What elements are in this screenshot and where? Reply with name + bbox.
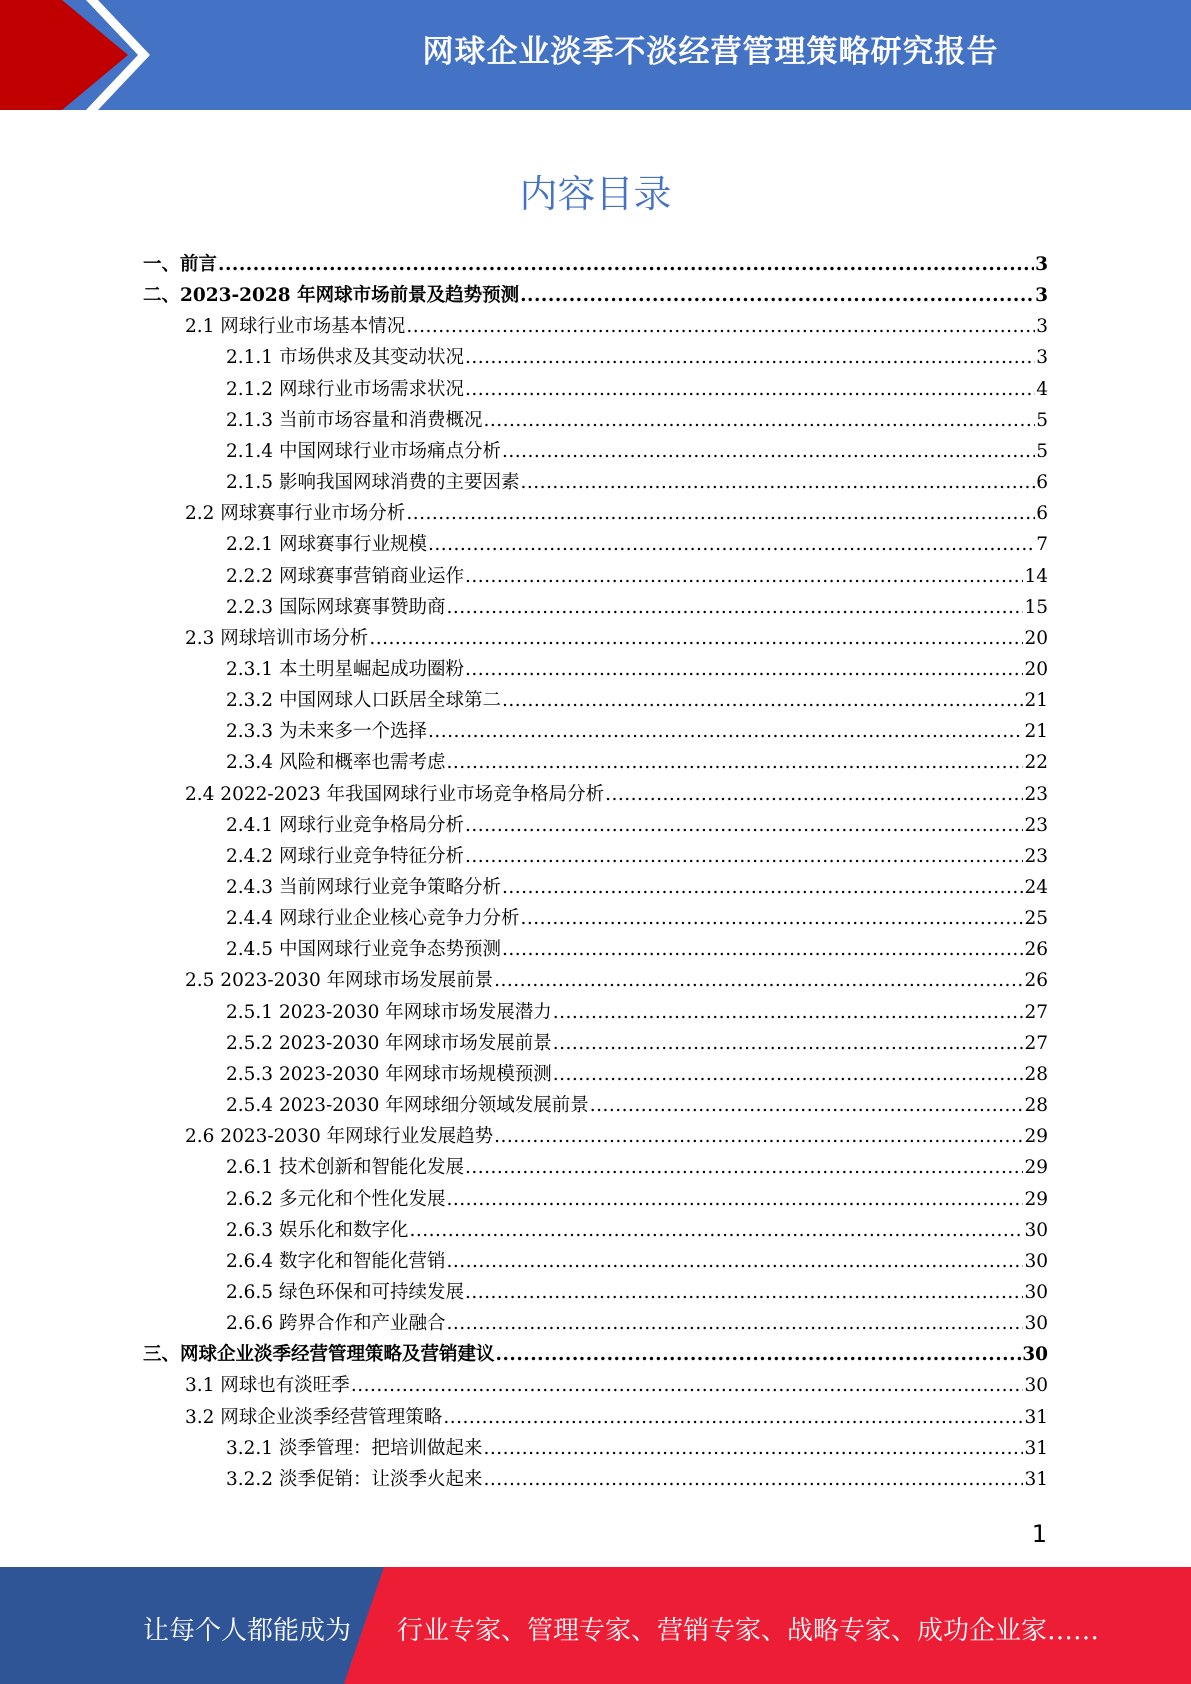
toc-entry-page: 30 bbox=[1024, 1313, 1048, 1335]
toc-entry-page: 24 bbox=[1024, 877, 1048, 898]
toc-entry-title: 2.1.4 中国网球行业市场痛点分析 bbox=[226, 440, 501, 462]
toc-entry[interactable] bbox=[226, 1031, 1048, 1057]
toc-entry-title: 2.1.3 当前市场容量和消费概况 bbox=[226, 409, 483, 431]
toc-dot-leader bbox=[465, 345, 1035, 371]
toc-entry[interactable] bbox=[185, 782, 1048, 808]
toc-entry[interactable] bbox=[185, 968, 1048, 994]
toc-entry[interactable] bbox=[143, 252, 1048, 278]
report-title: 网球企业淡季不淡经营管理策略研究报告 bbox=[422, 34, 999, 70]
toc-dot-leader bbox=[446, 1187, 1023, 1213]
toc-entry-page: 6 bbox=[1036, 472, 1048, 494]
toc-dot-leader bbox=[406, 314, 1035, 340]
toc-dot-leader bbox=[406, 501, 1035, 527]
toc-entry-page: 25 bbox=[1024, 908, 1048, 930]
toc-entry-page: 30 bbox=[1022, 1344, 1048, 1366]
toc-dot-leader bbox=[465, 564, 1023, 590]
toc-dot-leader bbox=[553, 1031, 1024, 1057]
toc-dot-leader bbox=[465, 657, 1023, 683]
toc-dot-leader bbox=[428, 719, 1023, 745]
toc-entry-page: 22 bbox=[1024, 752, 1048, 774]
toc-dot-leader bbox=[496, 1342, 1022, 1368]
toc-entry-title: 2.2.2 网球赛事营销商业运作 bbox=[226, 565, 464, 587]
toc-entry[interactable] bbox=[185, 1373, 1048, 1399]
toc-heading: 内容目录 bbox=[519, 172, 672, 216]
toc-entry-title: 2.5.2 2023-2030 年网球市场发展前景 bbox=[226, 1032, 552, 1054]
toc-entry[interactable] bbox=[226, 875, 1048, 901]
toc-dot-leader bbox=[502, 937, 1023, 963]
toc-entry-title: 2.4.3 当前网球行业竞争策略分析 bbox=[226, 877, 501, 898]
toc-dot-leader bbox=[218, 252, 1034, 278]
toc-entry-title: 2.2 网球赛事行业市场分析 bbox=[185, 503, 406, 525]
toc-entry[interactable] bbox=[185, 314, 1048, 340]
toc-entry-page: 26 bbox=[1024, 970, 1048, 992]
toc-dot-leader bbox=[446, 1311, 1023, 1337]
chevron-arrow-icon bbox=[0, 0, 160, 110]
toc-entry[interactable] bbox=[226, 937, 1048, 963]
toc-entry-page: 20 bbox=[1024, 627, 1048, 649]
toc-entry-page: 14 bbox=[1024, 565, 1048, 587]
toc-entry-title: 2.1.1 市场供求及其变动状况 bbox=[226, 347, 464, 369]
toc-entry-page: 3 bbox=[1036, 347, 1048, 369]
toc-entry-page: 15 bbox=[1024, 596, 1048, 618]
toc-entry-page: 20 bbox=[1024, 658, 1048, 680]
footer-slogan: 让每个人都能成为 bbox=[143, 1616, 352, 1646]
toc-entry-page: 30 bbox=[1024, 1375, 1048, 1397]
toc-entry[interactable] bbox=[226, 1311, 1048, 1337]
toc-entry-page: 3 bbox=[1035, 254, 1048, 275]
toc-entry-title: 二、2023-2028 年网球市场前景及趋势预测 bbox=[143, 285, 520, 307]
toc-entry-title: 2.6.5 绿色环保和可持续发展 bbox=[226, 1281, 464, 1303]
toc-entry-title: 2.1.2 网球行业市场需求状况 bbox=[226, 378, 464, 400]
toc-entry-title: 2.4 2022-2023 年我国网球行业市场竞争格局分析 bbox=[185, 783, 605, 805]
toc-entry[interactable] bbox=[226, 532, 1048, 558]
toc-entry-title: 3.1 网球也有淡旺季 bbox=[185, 1375, 350, 1397]
toc-entry-page: 31 bbox=[1024, 1468, 1048, 1490]
toc-dot-leader bbox=[553, 1000, 1024, 1026]
toc-entry-title: 2.6.3 娱乐化和数字化 bbox=[226, 1219, 409, 1241]
toc-dot-leader bbox=[520, 283, 1034, 309]
toc-entry-page: 26 bbox=[1024, 939, 1048, 961]
toc-entry[interactable] bbox=[226, 1218, 1048, 1244]
toc-entry-page: 21 bbox=[1024, 721, 1048, 743]
toc-entry-page: 5 bbox=[1036, 409, 1048, 431]
toc-dot-leader bbox=[520, 470, 1035, 496]
toc-entry-title: 2.5.4 2023-2030 年网球细分领域发展前景 bbox=[226, 1095, 589, 1117]
toc-entry-page: 23 bbox=[1024, 845, 1048, 867]
toc-dot-leader bbox=[369, 626, 1023, 652]
toc-entry-title: 3.2.1 淡季管理：把培训做起来 bbox=[226, 1437, 483, 1459]
toc-entry-title: 3.2.2 淡季促销：让淡季火起来 bbox=[226, 1468, 483, 1490]
toc-entry[interactable] bbox=[226, 408, 1048, 434]
toc-dot-leader bbox=[465, 1280, 1023, 1306]
toc-entry[interactable] bbox=[226, 1093, 1048, 1119]
toc-entry-page: 29 bbox=[1024, 1157, 1048, 1179]
toc-entry-title: 2.4.1 网球行业竞争格局分析 bbox=[226, 814, 464, 836]
footer-tagline: 行业专家、管理专家、营销专家、战略专家、成功企业家…… bbox=[397, 1616, 1100, 1646]
toc-entry-title: 2.3 网球培训市场分析 bbox=[185, 627, 369, 649]
toc-entry[interactable] bbox=[226, 1062, 1048, 1088]
toc-entry[interactable] bbox=[185, 501, 1048, 527]
toc-dot-leader bbox=[465, 813, 1023, 839]
toc-dot-leader bbox=[351, 1373, 1024, 1399]
toc-entry-title: 2.5 2023-2030 年网球市场发展前景 bbox=[185, 970, 494, 992]
page-number: 1 bbox=[1031, 1520, 1047, 1548]
toc-entry-title: 2.3.3 为未来多一个选择 bbox=[226, 721, 427, 743]
toc-entry[interactable] bbox=[185, 626, 1048, 652]
toc-entry[interactable] bbox=[226, 844, 1048, 870]
toc-entry[interactable] bbox=[226, 439, 1048, 465]
toc-entry[interactable] bbox=[226, 595, 1048, 621]
toc-entry-page: 30 bbox=[1024, 1219, 1048, 1241]
toc-entry[interactable] bbox=[226, 470, 1048, 496]
toc-dot-leader bbox=[446, 1249, 1023, 1275]
toc-entry-title: 3.2 网球企业淡季经营管理策略 bbox=[185, 1406, 443, 1428]
toc-entry[interactable] bbox=[143, 1342, 1048, 1368]
toc-entry-page: 7 bbox=[1036, 534, 1048, 556]
toc-entry-page: 3 bbox=[1036, 316, 1048, 338]
toc-entry[interactable] bbox=[143, 283, 1048, 309]
toc-dot-leader bbox=[465, 377, 1035, 403]
toc-entry-page: 29 bbox=[1024, 1126, 1048, 1148]
header-band bbox=[0, 0, 1191, 110]
toc-entry-title: 2.3.1 本土明星崛起成功圈粉 bbox=[226, 658, 464, 680]
toc-entry-page: 31 bbox=[1024, 1406, 1048, 1428]
toc-entry-title: 2.3.4 风险和概率也需考虑 bbox=[226, 752, 446, 774]
toc-entry-title: 2.5.1 2023-2030 年网球市场发展潜力 bbox=[226, 1001, 552, 1023]
toc-entry[interactable] bbox=[226, 564, 1048, 590]
toc-entry[interactable] bbox=[226, 657, 1048, 683]
toc-entry-page: 4 bbox=[1036, 378, 1048, 400]
toc-entry-page: 29 bbox=[1024, 1188, 1048, 1210]
toc-entry-title: 2.3.2 中国网球人口跃居全球第二 bbox=[226, 690, 501, 712]
toc-dot-leader bbox=[605, 782, 1023, 808]
toc-dot-leader bbox=[465, 844, 1023, 870]
toc-entry-page: 30 bbox=[1024, 1281, 1048, 1303]
toc-dot-leader bbox=[483, 1467, 1023, 1493]
toc-entry[interactable] bbox=[185, 1124, 1048, 1150]
toc-dot-leader bbox=[502, 875, 1023, 901]
toc-dot-leader bbox=[502, 439, 1035, 465]
toc-entry-page: 5 bbox=[1036, 440, 1048, 462]
toc-entry[interactable] bbox=[226, 1187, 1048, 1213]
toc-entry-title: 2.5.3 2023-2030 年网球市场规模预测 bbox=[226, 1063, 552, 1085]
toc-entry[interactable] bbox=[226, 688, 1048, 714]
toc-entry-title: 2.6 2023-2030 年网球行业发展趋势 bbox=[185, 1126, 494, 1148]
toc-entry[interactable] bbox=[185, 1405, 1048, 1431]
toc-dot-leader bbox=[494, 1124, 1023, 1150]
toc-entry[interactable] bbox=[226, 1280, 1048, 1306]
toc-entry-title: 2.4.4 网球行业企业核心竞争力分析 bbox=[226, 908, 520, 930]
toc-entry-title: 2.1 网球行业市场基本情况 bbox=[185, 316, 406, 338]
toc-entry-page: 6 bbox=[1036, 503, 1048, 525]
toc-entry-page: 21 bbox=[1024, 690, 1048, 712]
toc-entry-page: 30 bbox=[1024, 1250, 1048, 1272]
toc-entry-title: 一、前言 bbox=[143, 254, 218, 275]
toc-dot-leader bbox=[590, 1093, 1024, 1119]
toc-dot-leader bbox=[446, 595, 1023, 621]
toc-entry-title: 2.6.1 技术创新和智能化发展 bbox=[226, 1157, 464, 1179]
toc-dot-leader bbox=[443, 1405, 1023, 1431]
toc-entry[interactable] bbox=[226, 1155, 1048, 1181]
toc-dot-leader bbox=[553, 1062, 1024, 1088]
toc-dot-leader bbox=[428, 532, 1035, 558]
toc-dot-leader bbox=[483, 1436, 1023, 1462]
toc-entry[interactable] bbox=[226, 377, 1048, 403]
toc-entry[interactable] bbox=[226, 345, 1048, 371]
toc-entry-title: 三、网球企业淡季经营管理策略及营销建议 bbox=[143, 1344, 495, 1366]
toc-entry-title: 2.2.3 国际网球赛事赞助商 bbox=[226, 596, 446, 618]
toc-entry-title: 2.1.5 影响我国网球消费的主要因素 bbox=[226, 472, 520, 494]
toc-dot-leader bbox=[465, 1155, 1023, 1181]
toc-entry[interactable] bbox=[226, 750, 1048, 776]
toc-entry-title: 2.4.2 网球行业竞争特征分析 bbox=[226, 845, 464, 867]
toc-entry[interactable] bbox=[226, 1249, 1048, 1275]
toc-entry-title: 2.6.4 数字化和智能化营销 bbox=[226, 1250, 446, 1272]
toc-entry-page: 28 bbox=[1024, 1095, 1048, 1117]
toc-entry-title: 2.6.6 跨界合作和产业融合 bbox=[226, 1313, 446, 1335]
toc-dot-leader bbox=[409, 1218, 1023, 1244]
toc-entry-page: 27 bbox=[1024, 1001, 1048, 1023]
toc-entry-page: 3 bbox=[1035, 285, 1048, 307]
toc-entry-title: 2.4.5 中国网球行业竞争态势预测 bbox=[226, 939, 501, 961]
toc-entry-page: 23 bbox=[1024, 814, 1048, 836]
toc-entry-page: 31 bbox=[1024, 1437, 1048, 1459]
toc-entry[interactable] bbox=[226, 1436, 1048, 1462]
toc-dot-leader bbox=[446, 750, 1023, 776]
toc-entry-page: 23 bbox=[1024, 783, 1048, 805]
toc-entry[interactable] bbox=[226, 813, 1048, 839]
toc-dot-leader bbox=[502, 688, 1023, 714]
toc-entry-page: 27 bbox=[1024, 1032, 1048, 1054]
toc-entry-title: 2.6.2 多元化和个性化发展 bbox=[226, 1188, 446, 1210]
toc-entry[interactable] bbox=[226, 719, 1048, 745]
toc-entry-page: 28 bbox=[1024, 1063, 1048, 1085]
toc-dot-leader bbox=[520, 906, 1023, 932]
toc-entry-title: 2.2.1 网球赛事行业规模 bbox=[226, 534, 427, 556]
toc-dot-leader bbox=[483, 408, 1035, 434]
toc-entry[interactable] bbox=[226, 1467, 1048, 1493]
toc-dot-leader bbox=[494, 968, 1023, 994]
toc-entry[interactable] bbox=[226, 906, 1048, 932]
toc-entry[interactable] bbox=[226, 1000, 1048, 1026]
